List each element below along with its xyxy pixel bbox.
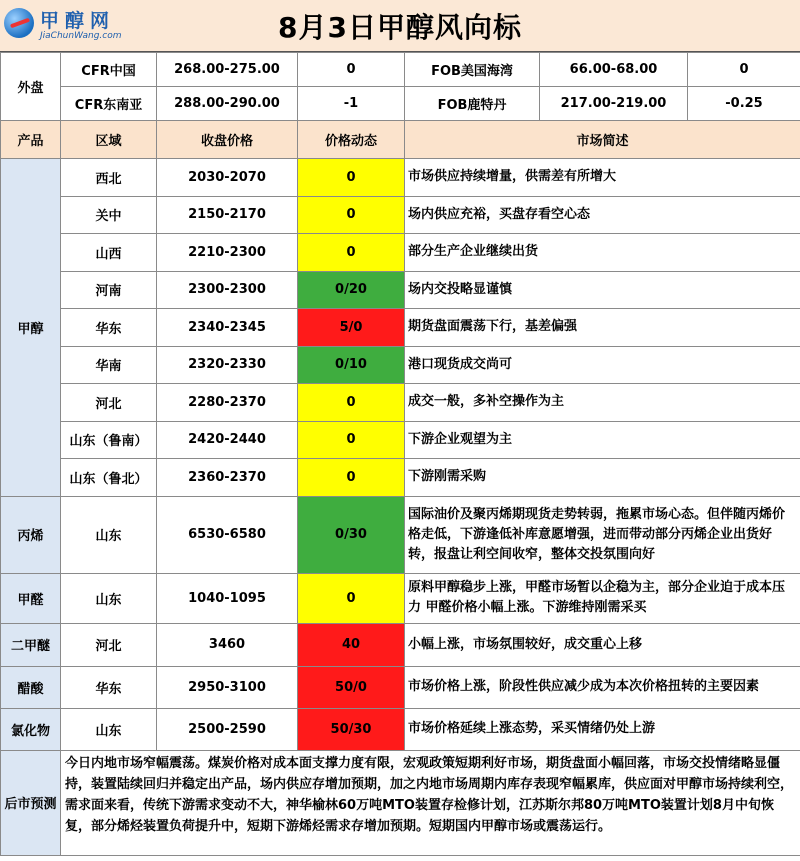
price-cell: 2320-2330 bbox=[157, 346, 298, 384]
summary-cell: 小幅上涨，市场氛围较好，成交重心上移 bbox=[405, 623, 800, 666]
outer-change: -1 bbox=[298, 87, 405, 121]
region-cell: 关中 bbox=[61, 196, 157, 234]
summary-cell: 成交一般，多补空操作为主 bbox=[405, 384, 800, 422]
region-cell: 山东 bbox=[61, 496, 157, 573]
product-row bbox=[1, 159, 800, 197]
price-dynamic-cell: 50/0 bbox=[298, 666, 405, 708]
price-cell: 3460 bbox=[157, 623, 298, 666]
outer-label: 外盘 bbox=[1, 53, 61, 121]
outer-name: CFR中国 bbox=[61, 53, 157, 87]
product-cell: 甲醇 bbox=[1, 159, 61, 497]
forecast-text: 今日内地市场窄幅震荡。煤炭价格对成本面支撑力度有限，宏观政策短期利好市场，期货盘面小幅回落，市场交投情绪略显僵持，装置陆续回归并稳定出产品，场内供应存增加预期，加之内地市场周期内库存表现窄幅累库，供应面对甲醇市场持续利空，需求面来看，传统下游需求变动不大，神华榆林60万吨MTO装置存检修计划，江苏斯尔邦80万吨MTO装置计划8月中旬恢复，部分烯烃装置负荷提升中，短期下游烯烃需求存增加预期。短期国内甲醇市场或震荡运行。 bbox=[61, 750, 800, 855]
outer-change: 0 bbox=[298, 53, 405, 87]
price-cell: 2420-2440 bbox=[157, 421, 298, 459]
price-dynamic-cell: 0 bbox=[298, 234, 405, 272]
region-cell: 山东（鲁北） bbox=[61, 459, 157, 497]
product-row bbox=[1, 384, 800, 422]
product-cell: 甲醛 bbox=[1, 573, 61, 623]
region-cell: 河北 bbox=[61, 384, 157, 422]
outer-name: FOB美国海湾 bbox=[405, 53, 540, 87]
product-row bbox=[1, 623, 800, 666]
column-header-row bbox=[1, 121, 800, 159]
price-cell: 2500-2590 bbox=[157, 708, 298, 750]
product-row bbox=[1, 459, 800, 497]
price-dynamic-cell: 5/0 bbox=[298, 309, 405, 347]
forecast-label: 后市预测 bbox=[1, 750, 61, 855]
outer-row bbox=[1, 53, 800, 87]
price-dynamic-cell: 0 bbox=[298, 421, 405, 459]
price-cell: 2950-3100 bbox=[157, 666, 298, 708]
summary-cell: 市场价格上涨，阶段性供应减少成为本次价格扭转的主要因素 bbox=[405, 666, 800, 708]
col-header-region: 区域 bbox=[61, 121, 157, 159]
product-row bbox=[1, 421, 800, 459]
col-header-dynamic: 价格动态 bbox=[298, 121, 405, 159]
product-cell: 氯化物 bbox=[1, 708, 61, 750]
region-cell: 西北 bbox=[61, 159, 157, 197]
summary-cell: 期货盘面震荡下行，基差偏强 bbox=[405, 309, 800, 347]
summary-cell: 下游刚需采购 bbox=[405, 459, 800, 497]
price-dynamic-cell: 0 bbox=[298, 196, 405, 234]
summary-cell: 市场供应持续增量，供需差有所增大 bbox=[405, 159, 800, 197]
region-cell: 河北 bbox=[61, 623, 157, 666]
outer-change: 0 bbox=[688, 53, 800, 87]
outer-change: -0.25 bbox=[688, 87, 800, 121]
product-row bbox=[1, 666, 800, 708]
outer-price: 217.00-219.00 bbox=[540, 87, 688, 121]
product-cell: 醋酸 bbox=[1, 666, 61, 708]
market-table bbox=[0, 52, 800, 856]
product-row bbox=[1, 496, 800, 573]
summary-cell: 场内供应充裕，买盘存看空心态 bbox=[405, 196, 800, 234]
price-dynamic-cell: 0 bbox=[298, 573, 405, 623]
page-title: 8月3日甲醇风向标 bbox=[278, 11, 522, 44]
summary-cell: 场内交投略显谨慎 bbox=[405, 271, 800, 309]
summary-cell: 下游企业观望为主 bbox=[405, 421, 800, 459]
price-cell: 2360-2370 bbox=[157, 459, 298, 497]
summary-cell: 原料甲醇稳步上涨，甲醛市场暂以企稳为主，部分企业迫于成本压力 甲醛价格小幅上涨。下游维持刚需采买 bbox=[405, 573, 800, 623]
product-row bbox=[1, 708, 800, 750]
product-row bbox=[1, 573, 800, 623]
product-cell: 丙烯 bbox=[1, 496, 61, 573]
logo-text-cn: 甲醇网 bbox=[40, 10, 116, 32]
price-cell: 2300-2300 bbox=[157, 271, 298, 309]
outer-name: CFR东南亚 bbox=[61, 87, 157, 121]
region-cell: 华南 bbox=[61, 346, 157, 384]
region-cell: 华东 bbox=[61, 309, 157, 347]
outer-name: FOB鹿特丹 bbox=[405, 87, 540, 121]
summary-cell: 港口现货成交尚可 bbox=[405, 346, 800, 384]
product-row bbox=[1, 196, 800, 234]
outer-row bbox=[1, 87, 800, 121]
price-dynamic-cell: 40 bbox=[298, 623, 405, 666]
price-dynamic-cell: 0 bbox=[298, 384, 405, 422]
price-dynamic-cell: 0 bbox=[298, 459, 405, 497]
region-cell: 华东 bbox=[61, 666, 157, 708]
col-header-product: 产品 bbox=[1, 121, 61, 159]
col-header-summary: 市场简述 bbox=[405, 121, 800, 159]
outer-price: 288.00-290.00 bbox=[157, 87, 298, 121]
price-cell: 2280-2370 bbox=[157, 384, 298, 422]
logo-text-en: JiaChunWang.com bbox=[40, 31, 122, 41]
product-cell: 二甲醚 bbox=[1, 623, 61, 666]
summary-cell: 市场价格延续上涨态势，采买情绪仍处上游 bbox=[405, 708, 800, 750]
price-dynamic-cell: 0/10 bbox=[298, 346, 405, 384]
region-cell: 山东 bbox=[61, 708, 157, 750]
price-dynamic-cell: 0/20 bbox=[298, 271, 405, 309]
region-cell: 山西 bbox=[61, 234, 157, 272]
region-cell: 山东 bbox=[61, 573, 157, 623]
region-cell: 河南 bbox=[61, 271, 157, 309]
price-cell: 2210-2300 bbox=[157, 234, 298, 272]
price-cell: 2340-2345 bbox=[157, 309, 298, 347]
product-row bbox=[1, 309, 800, 347]
price-cell: 2150-2170 bbox=[157, 196, 298, 234]
region-cell: 山东（鲁南） bbox=[61, 421, 157, 459]
product-row bbox=[1, 346, 800, 384]
price-cell: 6530-6580 bbox=[157, 496, 298, 573]
price-dynamic-cell: 50/30 bbox=[298, 708, 405, 750]
header-banner bbox=[0, 0, 800, 52]
price-dynamic-cell: 0/30 bbox=[298, 496, 405, 573]
outer-price: 66.00-68.00 bbox=[540, 53, 688, 87]
summary-cell: 部分生产企业继续出货 bbox=[405, 234, 800, 272]
price-dynamic-cell: 0 bbox=[298, 159, 405, 197]
product-row bbox=[1, 271, 800, 309]
forecast-row bbox=[1, 750, 800, 855]
price-cell: 2030-2070 bbox=[157, 159, 298, 197]
price-cell: 1040-1095 bbox=[157, 573, 298, 623]
product-row bbox=[1, 234, 800, 272]
summary-cell: 国际油价及聚丙烯期现货走势转弱，拖累市场心态。但伴随丙烯价格走低，下游逢低补库意愿增强，进而带动部分丙烯企业出货好转，报盘让利空间收窄，整体交投氛围向好 bbox=[405, 496, 800, 573]
outer-price: 268.00-275.00 bbox=[157, 53, 298, 87]
col-header-price: 收盘价格 bbox=[157, 121, 298, 159]
